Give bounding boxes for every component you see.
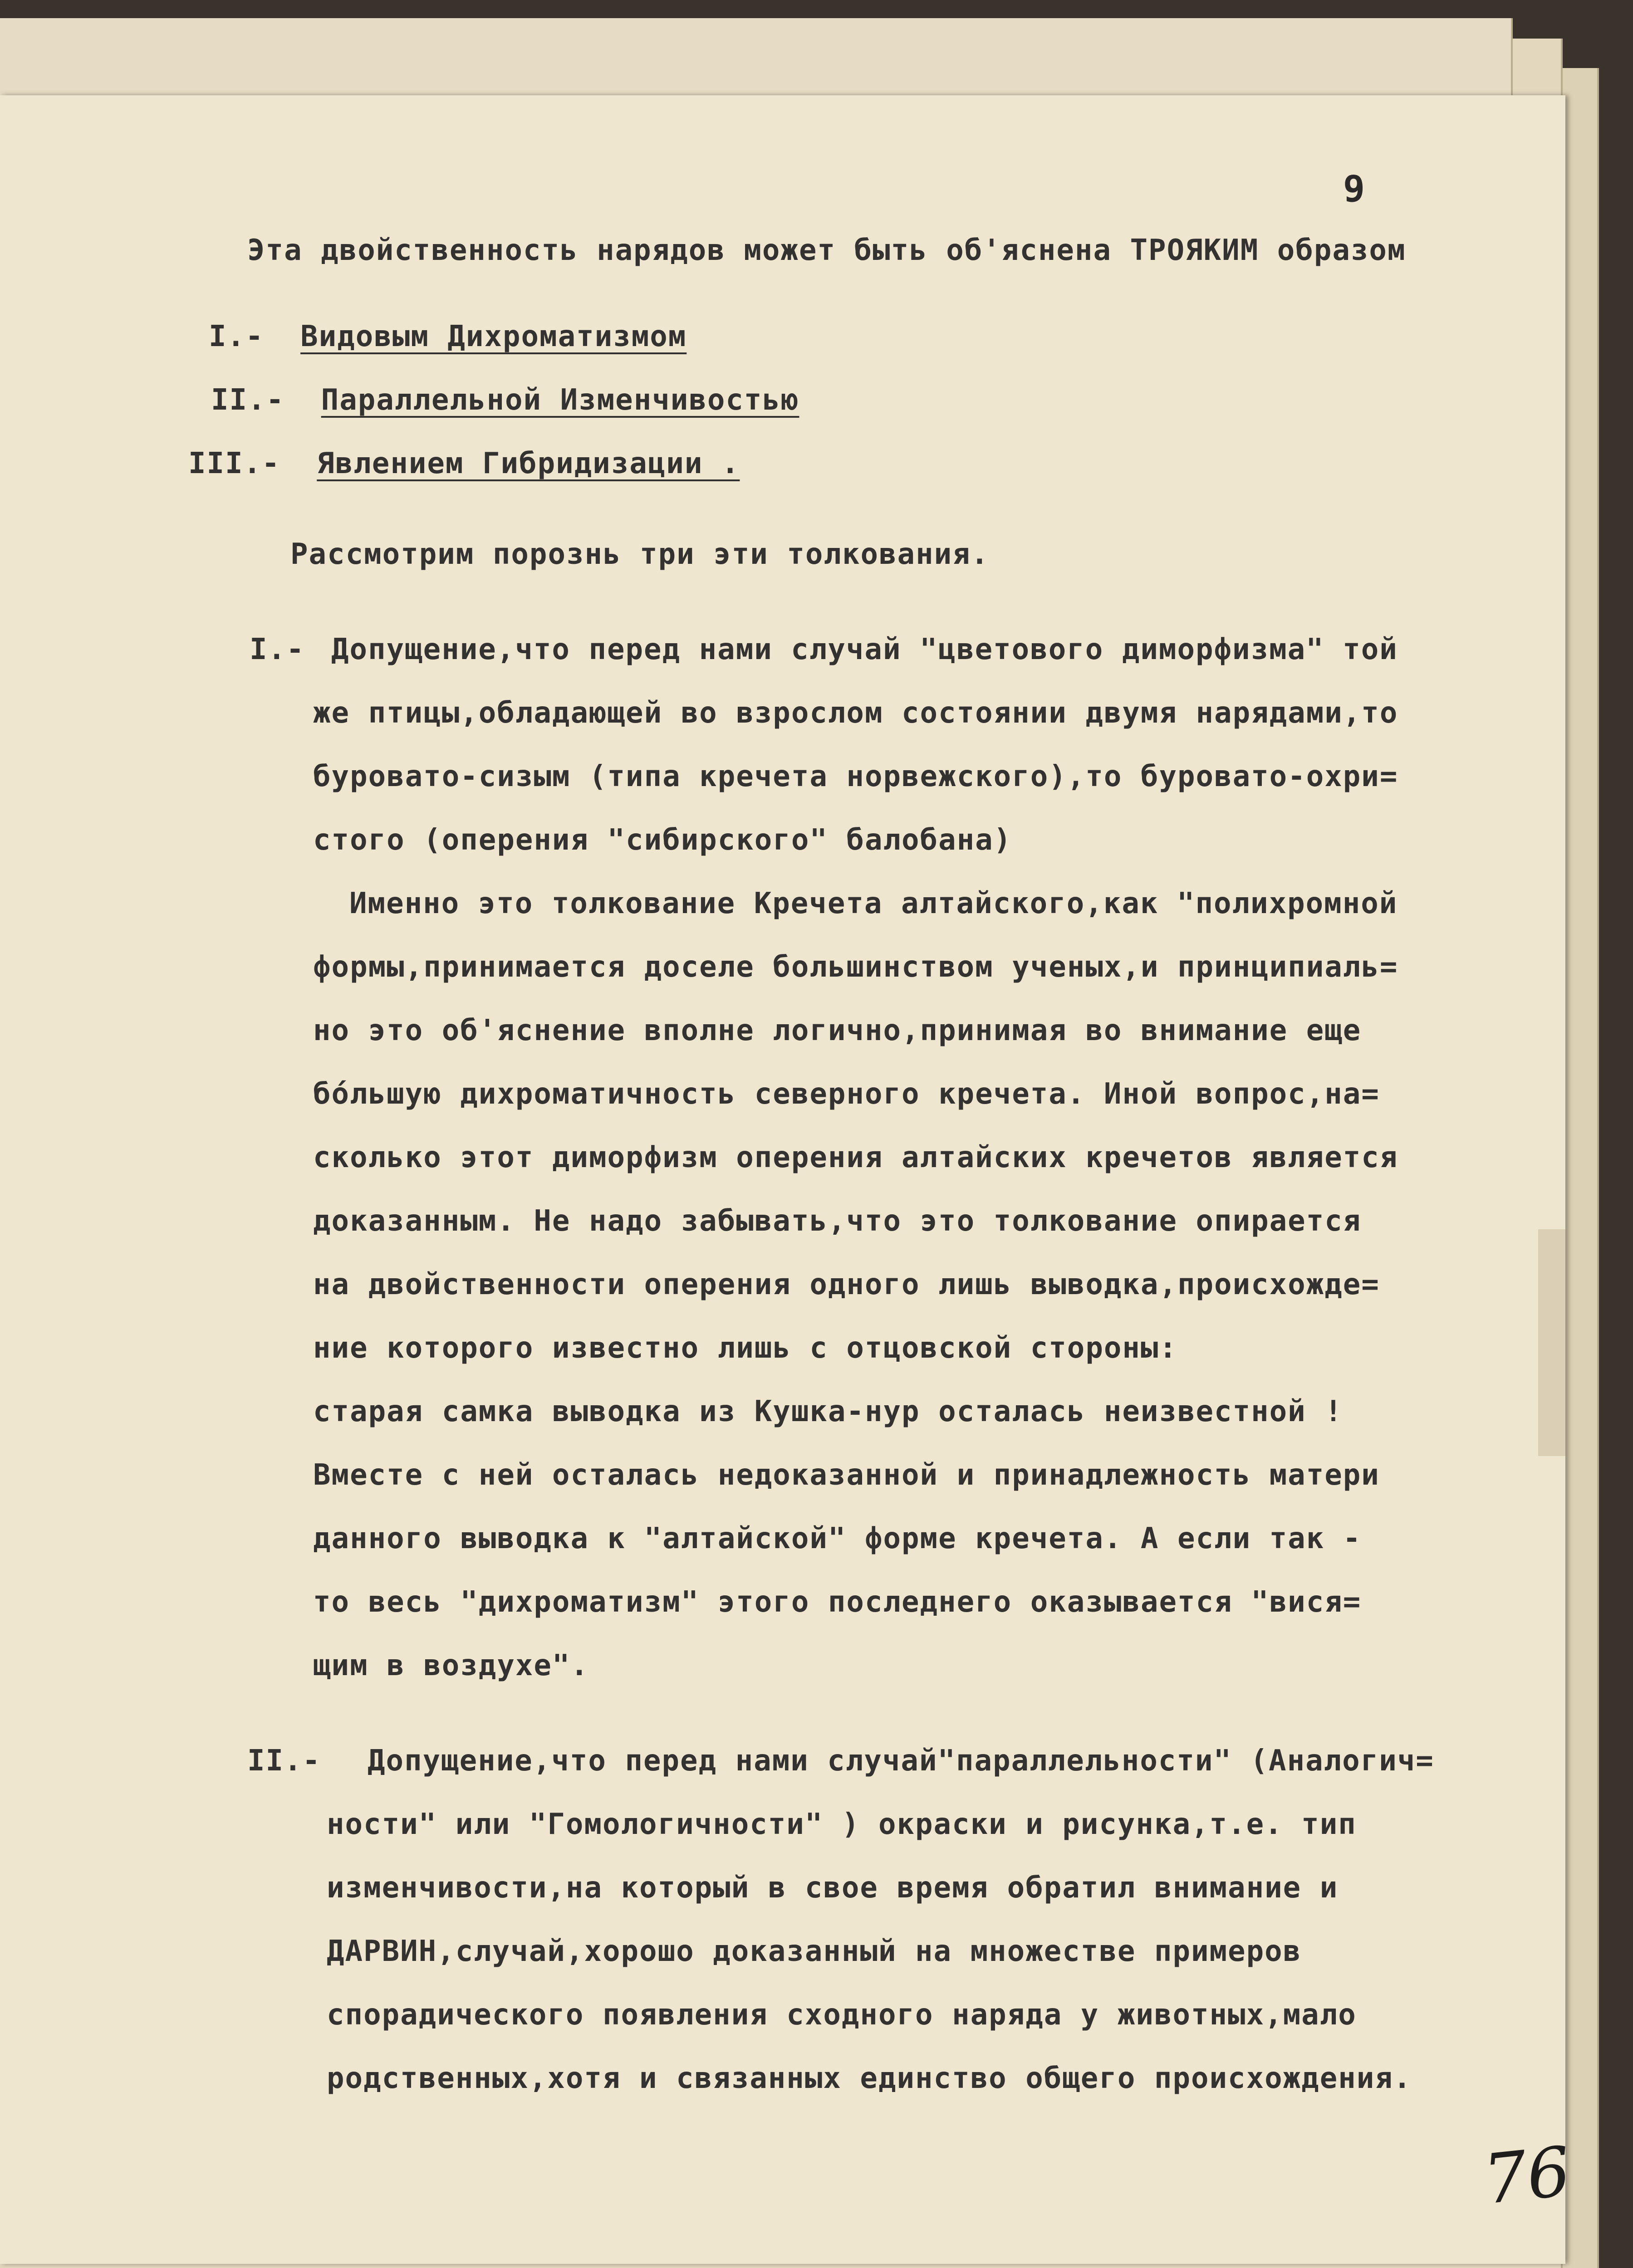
section1-line: же птицы,обладающей во взрослом состоянии двумя нарядами,то (313, 696, 1398, 730)
section1-line: бо́льшую дихроматичность северного кречета. Иной вопрос,на= (313, 1077, 1380, 1111)
option-number: I.- (209, 320, 264, 353)
option-3 (188, 447, 740, 480)
section2-line: ности" или "Гомологичности" ) окраски и рисунка,т.е. тип (327, 1808, 1357, 1841)
section2-line: изменчивости,на который в свое время обратил внимание и (327, 1871, 1339, 1905)
section1-line: буровато-сизым (типа кречета норвежского),то буровато-охри= (313, 760, 1398, 793)
section2-line: Допущение,что перед нами случай"параллельности" (Аналогич= (368, 1744, 1434, 1778)
section1-line: то весь "дихроматизм" этого последнего оказывается "вися= (313, 1585, 1362, 1619)
consider-line: Рассмотрим порознь три эти толкования. (290, 538, 990, 571)
section2-line: родственных,хотя и связанных единство общего происхождения. (327, 2062, 1412, 2095)
section1-line: на двойственности оперения одного лишь выводка,происхожде= (313, 1268, 1380, 1301)
option-1 (209, 320, 687, 353)
section1-line: Вместе с ней осталась недоказанной и принадлежность матери (313, 1458, 1380, 1492)
handwritten-folio-number: 76 (1480, 2132, 1574, 2220)
section2-number: II.- (247, 1744, 321, 1778)
page-number: 9 (1343, 168, 1365, 210)
option-number: II.- (211, 383, 285, 417)
document-page (0, 95, 1574, 2264)
section1-line: формы,принимается доселе большинством ученых,и принципиаль= (313, 950, 1398, 984)
section1-line: Именно это толкование Кречета алтайского,как "полихромной (349, 887, 1398, 920)
section2-line: ДАРВИН,случай,хорошо доказанный на множестве примеров (327, 1935, 1302, 1968)
option-text: Видовым Дихроматизмом (300, 320, 687, 353)
option-text: Явлением Гибридизации . (317, 447, 740, 480)
option-2 (211, 383, 799, 417)
intro-line: Эта двойственность нарядов может быть об'яснена ТРОЯКИМ образом (247, 234, 1406, 267)
section1-line: Допущение,что перед нами случай "цветового диморфизма" той (331, 633, 1398, 666)
section1-line: ние которого известно лишь с отцовской стороны: (313, 1331, 1177, 1365)
section1-line: данного выводка к "алтайской" форме кречета. А если так - (313, 1522, 1362, 1555)
section1-line: старая самка выводка из Кушка-нур осталась неизвестной ! (313, 1395, 1343, 1428)
section1-line: доказанным. Не надо забывать,что это толкование опирается (313, 1204, 1362, 1238)
section2-line: спорадического появления сходного наряда у животных,мало (327, 1998, 1357, 2032)
paper-stain (1538, 1229, 1565, 1456)
option-number: III.- (188, 447, 280, 480)
option-text: Параллельной Изменчивостью (321, 383, 799, 417)
section1-line: щим в воздухе". (313, 1649, 589, 1682)
section1-line: сколько этот диморфизм оперения алтайских кречетов является (313, 1141, 1398, 1174)
section1-line: стого (оперения "сибирского" балобана) (313, 823, 1012, 857)
section1-line: но это об'яснение вполне логично,принимая во внимание еще (313, 1014, 1362, 1047)
section1-number: I.- (250, 633, 305, 666)
